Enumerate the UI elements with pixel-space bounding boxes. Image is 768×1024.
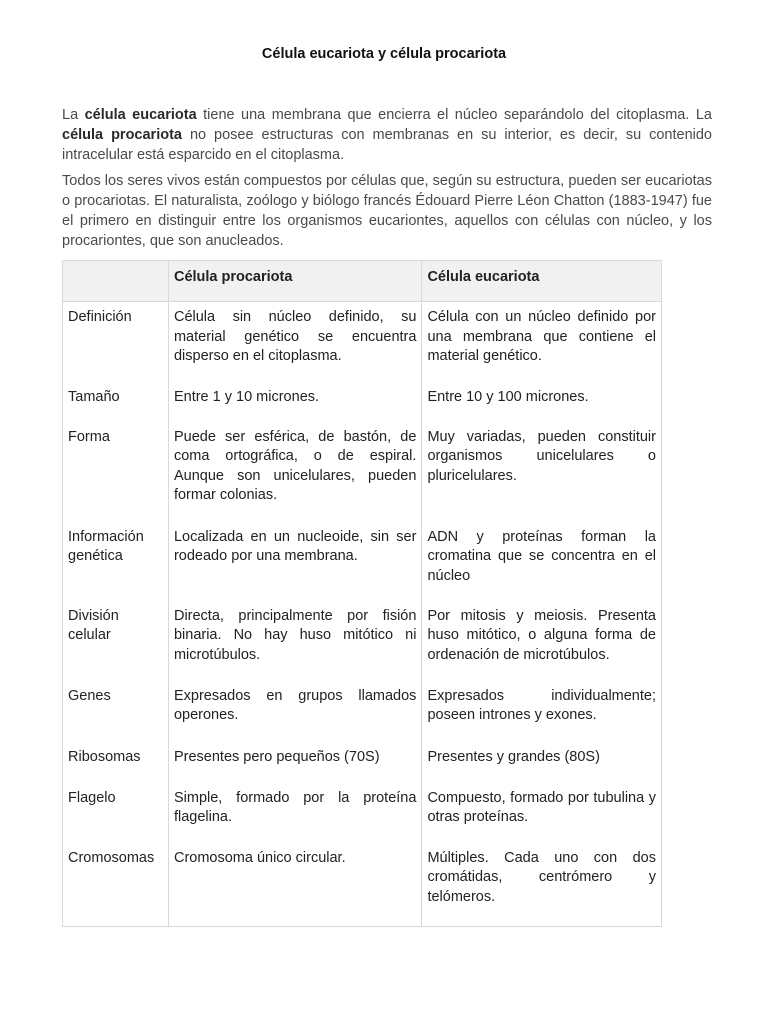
intro-text-2: tiene una membrana que encierra el núcleo separándolo del citoplasma. La xyxy=(196,107,712,123)
comparison-table xyxy=(62,260,662,927)
cell-eucariota: Entre 10 y 100 micrones. xyxy=(422,382,662,422)
cell-procariota: Presentes pero pequeños (70S) xyxy=(168,742,421,783)
row-label: Información genética xyxy=(63,522,169,601)
header-procariota: Célula procariota xyxy=(168,261,421,302)
table-row xyxy=(63,382,662,422)
row-label: Tamaño xyxy=(63,382,169,422)
cell-eucariota: Por mitosis y meiosis. Presenta huso mitótico, o alguna forma de ordenación de microtúbulos. xyxy=(422,601,662,681)
cell-eucariota: Muy variadas, pueden constituir organismos unicelulares o pluricelulares. xyxy=(422,422,662,522)
cell-eucariota: Múltiples. Cada uno con dos cromátidas, centrómero y telómeros. xyxy=(422,843,662,927)
cell-procariota: Puede ser esférica, de bastón, de coma ortográfica, o de espiral. Aunque son unicelulares, pueden formar colonias. xyxy=(168,422,421,522)
table-row xyxy=(63,601,662,681)
row-label: Definición xyxy=(63,302,169,382)
history-paragraph: Todos los seres vivos están compuestos por células que, según su estructura, pueden ser eucariotas o procariotas. El naturalista, zoólogo y biólogo francés Édouard Pierre Léon Chatton (1883-1947) fue el primero en distinguir entre los organismos eucariontes, aquellos con células con núcleo, y los procariontes, que son anucleados. xyxy=(62,173,712,249)
row-label: Ribosomas xyxy=(63,742,169,783)
table-row xyxy=(63,522,662,601)
cell-procariota: Entre 1 y 10 micrones. xyxy=(168,382,421,422)
row-label: División celular xyxy=(63,601,169,681)
table-header-row xyxy=(63,261,662,302)
intro-paragraph xyxy=(62,105,712,165)
table-row xyxy=(63,742,662,783)
cell-procariota: Simple, formado por la proteína flagelina. xyxy=(168,783,421,843)
cell-procariota: Expresados en grupos llamados operones. xyxy=(168,681,421,742)
header-empty xyxy=(63,261,169,302)
row-label: Forma xyxy=(63,422,169,522)
cell-procariota: Localizada en un nucleoide, sin ser rodeado por una membrana. xyxy=(168,522,421,601)
page-title: Célula eucariota y célula procariota xyxy=(261,46,507,62)
cell-eucariota: Compuesto, formado por tubulina y otras proteínas. xyxy=(422,783,662,843)
cell-procariota: Célula sin núcleo definido, su material genético se encuentra disperso en el citoplasma. xyxy=(168,302,421,382)
cell-procariota: Cromosoma único circular. xyxy=(168,843,421,927)
intro-text-3: no posee estructuras con membranas en su interior, es decir, su contenido intracelular está esparcido en el citoplasma. xyxy=(62,127,712,163)
cell-eucariota: Presentes y grandes (80S) xyxy=(422,742,662,783)
cell-eucariota: ADN y proteínas forman la cromatina que se concentra en el núcleo xyxy=(422,522,662,601)
table-row xyxy=(63,843,662,927)
intro-text-1: La xyxy=(62,107,85,123)
intro-bold-eucariota: célula eucariota xyxy=(84,107,197,123)
table-row xyxy=(63,422,662,522)
cell-eucariota: Expresados individualmente; poseen intrones y exones. xyxy=(422,681,662,742)
header-eucariota: Célula eucariota xyxy=(422,261,662,302)
row-label: Flagelo xyxy=(63,783,169,843)
intro-bold-procariota: célula procariota xyxy=(62,127,182,143)
cell-eucariota: Célula con un núcleo definido por una membrana que contiene el material genético. xyxy=(422,302,662,382)
row-label: Genes xyxy=(63,681,169,742)
table-row xyxy=(63,681,662,742)
table-row xyxy=(63,783,662,843)
cell-procariota: Directa, principalmente por fisión binaria. No hay huso mitótico ni microtúbulos. xyxy=(168,601,421,681)
row-label: Cromosomas xyxy=(63,843,169,927)
table-row xyxy=(63,302,662,382)
